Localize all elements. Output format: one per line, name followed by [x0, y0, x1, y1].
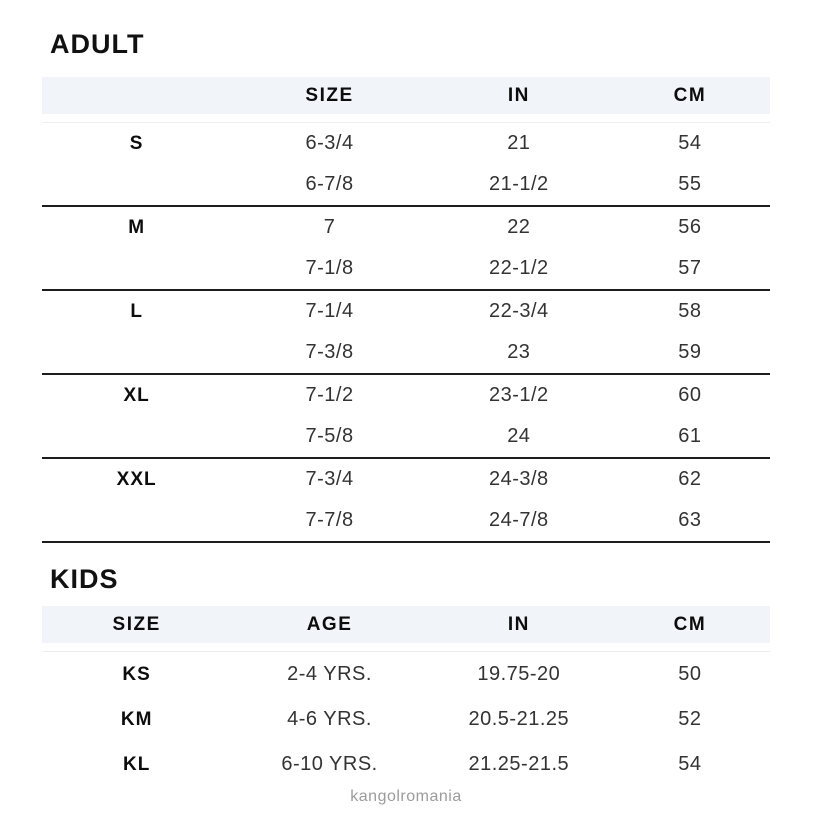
table-row [42, 697, 770, 742]
cm-cell: 60 [678, 384, 702, 406]
size-group-xl [42, 375, 770, 459]
inches-cell: 23 [507, 341, 531, 363]
hat-size-cell: 6-3/4 [305, 132, 354, 154]
age-cell: 6-10 YRS. [281, 753, 378, 775]
inches-cell: 22 [507, 216, 531, 238]
table-row [42, 375, 770, 416]
hat-size-cell: 7-3/4 [305, 468, 354, 490]
inches-cell: 21-1/2 [488, 173, 549, 195]
cm-cell: 61 [678, 425, 702, 447]
adult-header-cm: CM [673, 84, 707, 106]
size-group-label: M [128, 216, 146, 238]
age-cell: 4-6 YRS. [287, 708, 372, 730]
inches-cell: 21.25-21.5 [468, 753, 570, 775]
table-row [42, 500, 770, 541]
adult-table-header-row [42, 77, 770, 114]
cm-cell: 57 [678, 257, 702, 279]
hat-size-cell: 7-3/8 [305, 341, 354, 363]
inches-cell: 19.75-20 [477, 663, 561, 685]
cm-cell: 62 [678, 468, 702, 490]
kids-section-title: KIDS [50, 564, 119, 594]
table-row [42, 332, 770, 373]
cm-cell: 52 [678, 708, 702, 730]
table-row [42, 207, 770, 248]
adult-header-size: SIZE [305, 84, 354, 106]
size-group-label: L [130, 300, 143, 322]
age-cell: 2-4 YRS. [287, 663, 372, 685]
inches-cell: 23-1/2 [488, 384, 549, 406]
size-group-xxl [42, 459, 770, 543]
cm-cell: 50 [678, 663, 702, 685]
inches-cell: 24-3/8 [488, 468, 549, 490]
cm-cell: 59 [678, 341, 702, 363]
table-row [42, 248, 770, 289]
footer-brand-text: kangolromania [350, 788, 462, 805]
kids-size-label: KL [122, 753, 151, 775]
adult-section-title: ADULT [50, 29, 145, 59]
kids-size-label: KM [120, 708, 153, 730]
inches-cell: 22-1/2 [488, 257, 549, 279]
hat-size-cell: 7-7/8 [305, 509, 354, 531]
kids-table-header-row [42, 606, 770, 643]
kids-header-size: SIZE [112, 613, 161, 635]
table-row [42, 123, 770, 164]
cm-cell: 54 [678, 132, 702, 154]
table-row [42, 416, 770, 457]
size-group-label: XL [123, 384, 150, 406]
inches-cell: 21 [507, 132, 531, 154]
inches-cell: 20.5-21.25 [468, 708, 570, 730]
cm-cell: 56 [678, 216, 702, 238]
inches-cell: 22-3/4 [488, 300, 549, 322]
inches-cell: 24-7/8 [488, 509, 549, 531]
table-row [42, 652, 770, 697]
table-row [42, 164, 770, 205]
kids-size-table [42, 606, 770, 787]
size-group-label: XXL [116, 468, 157, 490]
adult-header-in: IN [507, 84, 530, 106]
table-row [42, 742, 770, 787]
hat-size-cell: 6-7/8 [305, 173, 354, 195]
kids-header-in: IN [507, 613, 530, 635]
size-group-m [42, 207, 770, 291]
hat-size-cell: 7 [323, 216, 336, 238]
adult-size-table [42, 77, 770, 543]
kids-header-age: AGE [306, 613, 353, 635]
table-row [42, 291, 770, 332]
table-row [42, 459, 770, 500]
cm-cell: 63 [678, 509, 702, 531]
size-group-l [42, 291, 770, 375]
hat-size-cell: 7-1/8 [305, 257, 354, 279]
cm-cell: 55 [678, 173, 702, 195]
inches-cell: 24 [507, 425, 531, 447]
kids-size-label: KS [122, 663, 151, 685]
cm-cell: 58 [678, 300, 702, 322]
size-group-s [42, 123, 770, 207]
hat-size-cell: 7-1/4 [305, 300, 354, 322]
cm-cell: 54 [678, 753, 702, 775]
kids-header-cm: CM [673, 613, 707, 635]
hat-size-cell: 7-1/2 [305, 384, 354, 406]
size-group-label: S [129, 132, 144, 154]
hat-size-cell: 7-5/8 [305, 425, 354, 447]
